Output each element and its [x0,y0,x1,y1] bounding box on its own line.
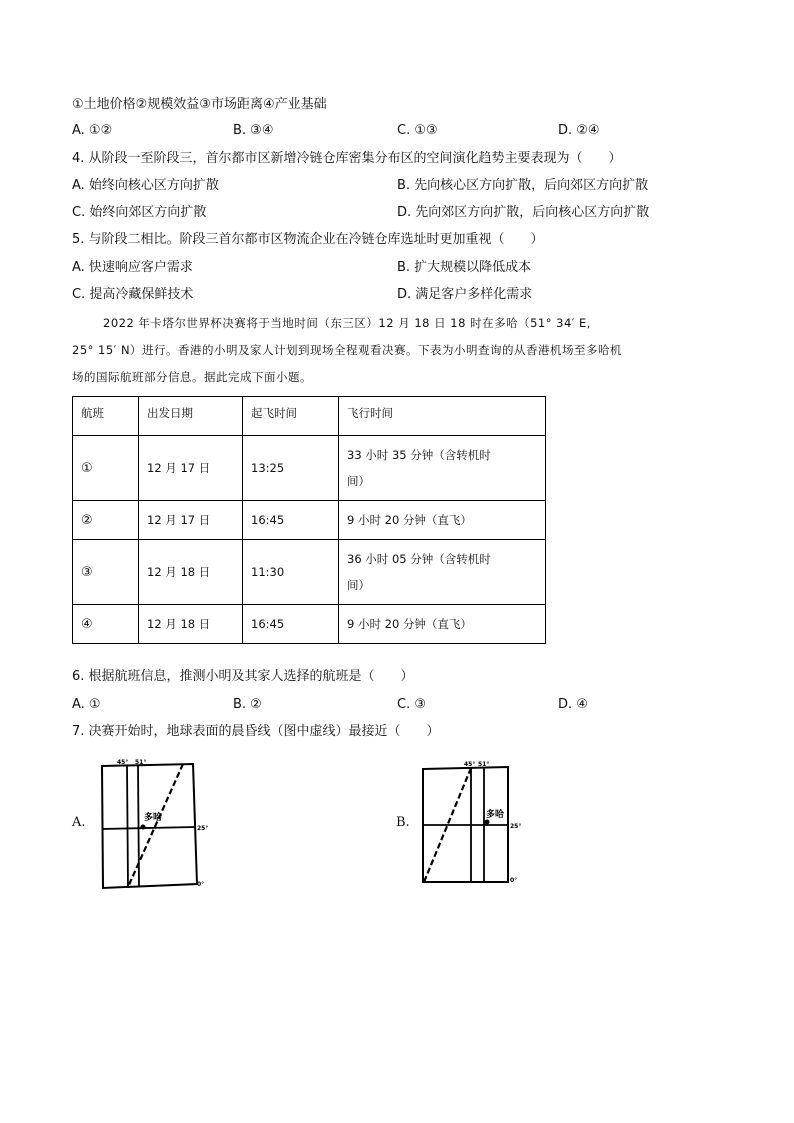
cell-duration: 9 小时 20 分钟（直飞） [339,501,546,540]
header-time: 起飞时间 [243,397,339,436]
q7-stem: 7. 决赛开始时，地球表面的晨昏线（图中虚线）最接近（ ） [72,724,440,739]
cell-flight: ③ [73,540,139,605]
q3-option-a[interactable]: A. ①② [72,123,113,138]
table-row [73,501,546,540]
map-a-parallel-25 [102,827,195,829]
cell-duration [339,540,546,605]
map-a-label-25: 25° [197,825,209,832]
q4-option-a[interactable]: A. 始终向核心区方向扩散 [72,178,219,193]
cell-date: 12 月 17 日 [139,436,243,501]
header-flight: 航班 [73,397,139,436]
q5-option-a[interactable]: A. 快速响应客户需求 [72,260,193,275]
q4-stem: 4. 从阶段一至阶段三，首尔都市区新增冷链仓库密集分布区的空间演化趋势主要表现为（ ） [72,151,622,166]
cell-date: 12 月 17 日 [139,501,243,540]
cell-time: 16:45 [243,501,339,540]
cell-flight: ④ [73,605,139,644]
map-a-doha-dot [141,825,146,830]
map-b-label-45: 45° [464,761,476,768]
table-header-row [73,397,546,436]
q5-option-b[interactable]: B. 扩大规模以降低成本 [397,260,532,275]
table-row [73,540,546,605]
q6-option-a[interactable]: A. ① [72,697,101,712]
material-line-3: 场的国际航班部分信息。据此完成下面小题。 [72,370,312,384]
map-b-label-0: 0° [510,877,518,884]
q5-option-d[interactable]: D. 满足客户多样化需求 [397,287,533,302]
cell-duration-line1: 36 小时 05 分钟（含转机时 [347,552,491,566]
q5-stem: 5. 与阶段二相比。阶段三首尔都市区物流企业在冷链仓库选址时更加重视（ ） [72,232,544,247]
q6-stem: 6. 根据航班信息，推测小明及其家人选择的航班是（ ） [72,669,414,684]
map-a-label-51: 51° [135,759,147,766]
map-b-label-25: 25° [510,823,522,830]
map-b [418,758,543,888]
map-a-label-45: 45° [117,759,129,766]
cell-time: 13:25 [243,436,339,501]
flight-table [72,396,546,644]
map-a-label-doha: 多哈 [144,813,163,823]
cell-flight: ② [73,501,139,540]
cell-time: 11:30 [243,540,339,605]
material-line-2: 25° 15′ N）进行。香港的小明及家人计划到现场全程观看决赛。下表为小明查询的从香港机场至多哈机 [72,343,623,357]
q4-option-c[interactable]: C. 始终向郊区方向扩散 [72,205,207,220]
q6-option-b[interactable]: B. ② [233,697,262,712]
cell-duration-line1: 33 小时 35 分钟（含转机时 [347,448,491,462]
q3-option-b[interactable]: B. ③④ [233,123,274,138]
map-a-meridian-51 [138,765,139,886]
header-date: 出发日期 [139,397,243,436]
map-a-frame [102,764,197,888]
cell-flight: ① [73,436,139,501]
map-a-meridian-45 [127,765,128,887]
cell-duration-line2: 间） [347,578,370,592]
header-duration: 飞行时间 [339,397,546,436]
map-a-terminator [128,764,183,887]
cell-duration: 9 小时 20 分钟（直飞） [339,605,546,644]
map-b-label-doha: 多哈 [486,810,505,820]
cell-date: 12 月 18 日 [139,605,243,644]
q6-option-c[interactable]: C. ③ [397,697,426,712]
q3-option-d[interactable]: D. ②④ [558,123,600,138]
cell-time: 16:45 [243,605,339,644]
q7-option-b[interactable]: B. [396,815,410,830]
map-b-doha-dot [485,820,490,825]
q3-option-c[interactable]: C. ①③ [397,123,438,138]
cell-date: 12 月 18 日 [139,540,243,605]
map-b-label-51: 51° [478,761,490,768]
cell-duration [339,436,546,501]
table-row [73,436,546,501]
q7-option-a[interactable]: A. [72,815,86,830]
q4-option-d[interactable]: D. 先向郊区方向扩散，后向核心区方向扩散 [397,205,650,220]
table-row [73,605,546,644]
q4-option-b[interactable]: B. 先向核心区方向扩散，后向郊区方向扩散 [397,178,649,193]
q6-option-d[interactable]: D. ④ [558,697,588,712]
map-a-label-0: 0° [197,881,205,888]
q5-option-c[interactable]: C. 提高冷藏保鲜技术 [72,287,194,302]
material-line-1: 2022 年卡塔尔世界杯决赛将于当地时间（东三区）12 月 18 日 18 时在多哈（51° 34′ E, [103,316,591,330]
map-a [95,758,220,892]
cell-duration-line2: 间） [347,474,370,488]
factor-list: ①土地价格②规模效益③市场距离④产业基础 [72,97,327,112]
